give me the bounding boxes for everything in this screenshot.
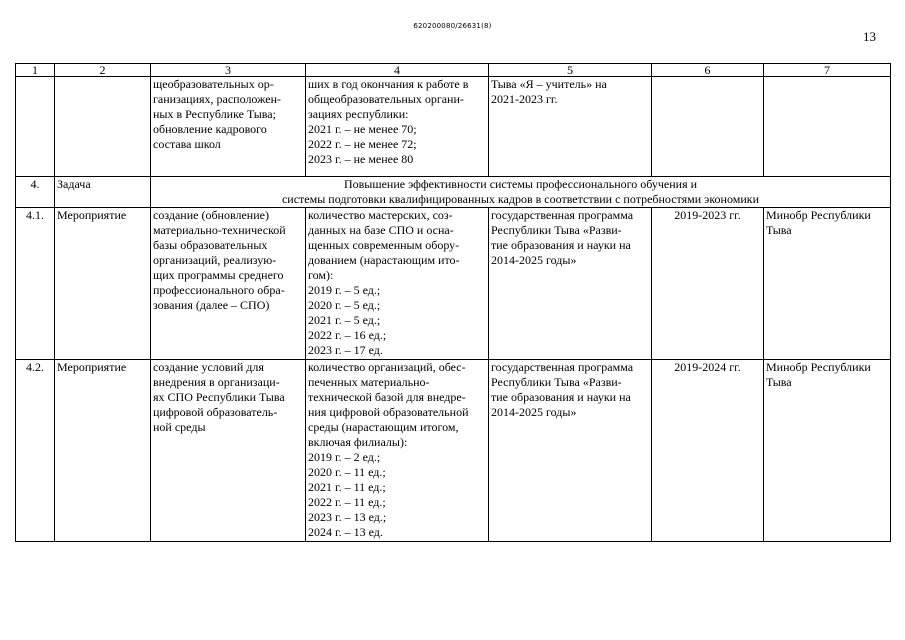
row-indicator-line: 2024 г. – 13 ед. [308, 525, 383, 539]
row-program [489, 360, 652, 542]
continuation-indicator [306, 77, 489, 177]
row-program-line: государственная программа [491, 208, 634, 222]
continuation-description-line: ных в Республике Тыва; [153, 107, 276, 121]
row-type: Мероприятие [55, 360, 151, 542]
row-indicator-line: 2022 г. – 16 ед.; [308, 328, 387, 342]
row-description-line: профессионального обра- [153, 283, 285, 297]
row-description-line: цифровой образователь- [153, 405, 278, 419]
column-number: 4 [306, 64, 489, 77]
row-indicator-line: печенных материально- [308, 375, 430, 389]
table-row [16, 208, 891, 360]
continuation-indicator-line: ших в год окончания к работе в [308, 77, 469, 91]
row-indicator-line: 2023 г. – 17 ед. [308, 343, 383, 357]
row-indicator-line: 2021 г. – 11 ед.; [308, 480, 386, 494]
row-indicator-line: 2020 г. – 5 ед.; [308, 298, 381, 312]
task-row [16, 177, 891, 208]
row-executor-line: Тыва [766, 223, 792, 237]
task-text [151, 177, 891, 208]
row-indicator-line: среды (нарастающим итогом, [308, 420, 459, 434]
row-description-line: щих программы среднего [153, 268, 284, 282]
row-indicator-line: технической базой для внедре- [308, 390, 466, 404]
row-program-line: Республики Тыва «Разви- [491, 375, 622, 389]
task-text-line: Повышение эффективности системы профессионального обучения и [343, 177, 698, 191]
column-number: 6 [652, 64, 764, 77]
row-indicator-line: 2019 г. – 2 ед.; [308, 450, 381, 464]
column-number: 3 [151, 64, 306, 77]
row-description [151, 208, 306, 360]
continuation-description-line: ганизациях, расположен- [153, 92, 282, 106]
task-text-line: системы подготовки квалифицированных кадров в соответствии с потребностями экономики [281, 192, 760, 206]
row-program-line: 2014-2025 годы» [491, 253, 577, 267]
row-executor-line: Тыва [766, 375, 792, 389]
column-number: 1 [16, 64, 55, 77]
row-program-line: государственная программа [491, 360, 634, 374]
continuation-indicator-line: зациях республики: [308, 107, 409, 121]
row-indicator-line: 2020 г. – 11 ед.; [308, 465, 386, 479]
row-program-line: Республики Тыва «Разви- [491, 223, 622, 237]
row-program-line: тие образования и науки на [491, 390, 631, 404]
row-indicator-line: включая филиалы): [308, 435, 408, 449]
row-indicator-line: 2019 г. – 5 ед.; [308, 283, 381, 297]
document-id: 620200080/26631(8) [413, 22, 492, 30]
task-type: Задача [55, 177, 151, 208]
row-type: Мероприятие [55, 208, 151, 360]
cell-type [55, 77, 151, 177]
row-description-line: внедрения в организаци- [153, 375, 280, 389]
column-number: 2 [55, 64, 151, 77]
table-row [16, 360, 891, 542]
page-number: 13 [863, 29, 876, 44]
row-executor-line: Минобр Республики [766, 208, 871, 222]
row-period: 2019-2024 гг. [652, 360, 764, 542]
continuation-description-line: обновление кадрового [153, 122, 267, 136]
row-indicator-line: количество мастерских, соз- [308, 208, 453, 222]
row-indicator-line: 2022 г. – 11 ед.; [308, 495, 386, 509]
continuation-program-line: Тыва «Я – учитель» на [491, 77, 607, 91]
row-indicator [306, 360, 489, 542]
row-description-line: создание (обновление) [153, 208, 269, 222]
row-executor-line: Минобр Республики [766, 360, 871, 374]
row-indicator-line: ния цифровой образовательной [308, 405, 469, 419]
row-indicator-line: 2021 г. – 5 ед.; [308, 313, 381, 327]
row-indicator-line: дованием (нарастающим ито- [308, 253, 460, 267]
cell-executor [764, 77, 891, 177]
row-program-line: 2014-2025 годы» [491, 405, 577, 419]
cell-num [16, 77, 55, 177]
continuation-program [489, 77, 652, 177]
cell-period [652, 77, 764, 177]
row-executor [764, 208, 891, 360]
row-description-line: организаций, реализую- [153, 253, 277, 267]
row-program-line: тие образования и науки на [491, 238, 631, 252]
row-number: 4.2. [16, 360, 55, 542]
continuation-description [151, 77, 306, 177]
row-indicator-line: щенных современным обору- [308, 238, 460, 252]
task-number: 4. [16, 177, 55, 208]
continuation-indicator-line: общеобразовательных органи- [308, 92, 464, 106]
row-description [151, 360, 306, 542]
row-indicator-line: данных на базе СПО и осна- [308, 223, 454, 237]
row-number: 4.1. [16, 208, 55, 360]
column-number-row [16, 64, 891, 77]
row-period: 2019-2023 гг. [652, 208, 764, 360]
row-description-line: создание условий для [153, 360, 264, 374]
row-description-line: базы образовательных [153, 238, 268, 252]
row-indicator [306, 208, 489, 360]
row-indicator-line: гом): [308, 268, 334, 282]
continuation-program-line: 2021-2023 гг. [491, 92, 558, 106]
row-description-line: зования (далее – СПО) [153, 298, 270, 312]
row-indicator-line: количество организаций, обес- [308, 360, 466, 374]
row-description-line: материально-технической [153, 223, 286, 237]
column-number: 5 [489, 64, 652, 77]
row-program [489, 208, 652, 360]
continuation-description-line: состава школ [153, 137, 221, 151]
row-description-line: ной среды [153, 420, 206, 434]
continuation-indicator-line: 2021 г. – не менее 70; [308, 122, 417, 136]
row-description-line: ях СПО Республики Тыва [153, 390, 285, 404]
continuation-indicator-line: 2023 г. – не менее 80 [308, 152, 414, 166]
row-indicator-line: 2023 г. – 13 ед.; [308, 510, 387, 524]
continuation-description-line: щеобразовательных ор- [153, 77, 274, 91]
continuation-row [16, 77, 891, 177]
continuation-indicator-line: 2022 г. – не менее 72; [308, 137, 417, 151]
row-executor [764, 360, 891, 542]
column-number: 7 [764, 64, 891, 77]
plan-table [15, 63, 891, 542]
